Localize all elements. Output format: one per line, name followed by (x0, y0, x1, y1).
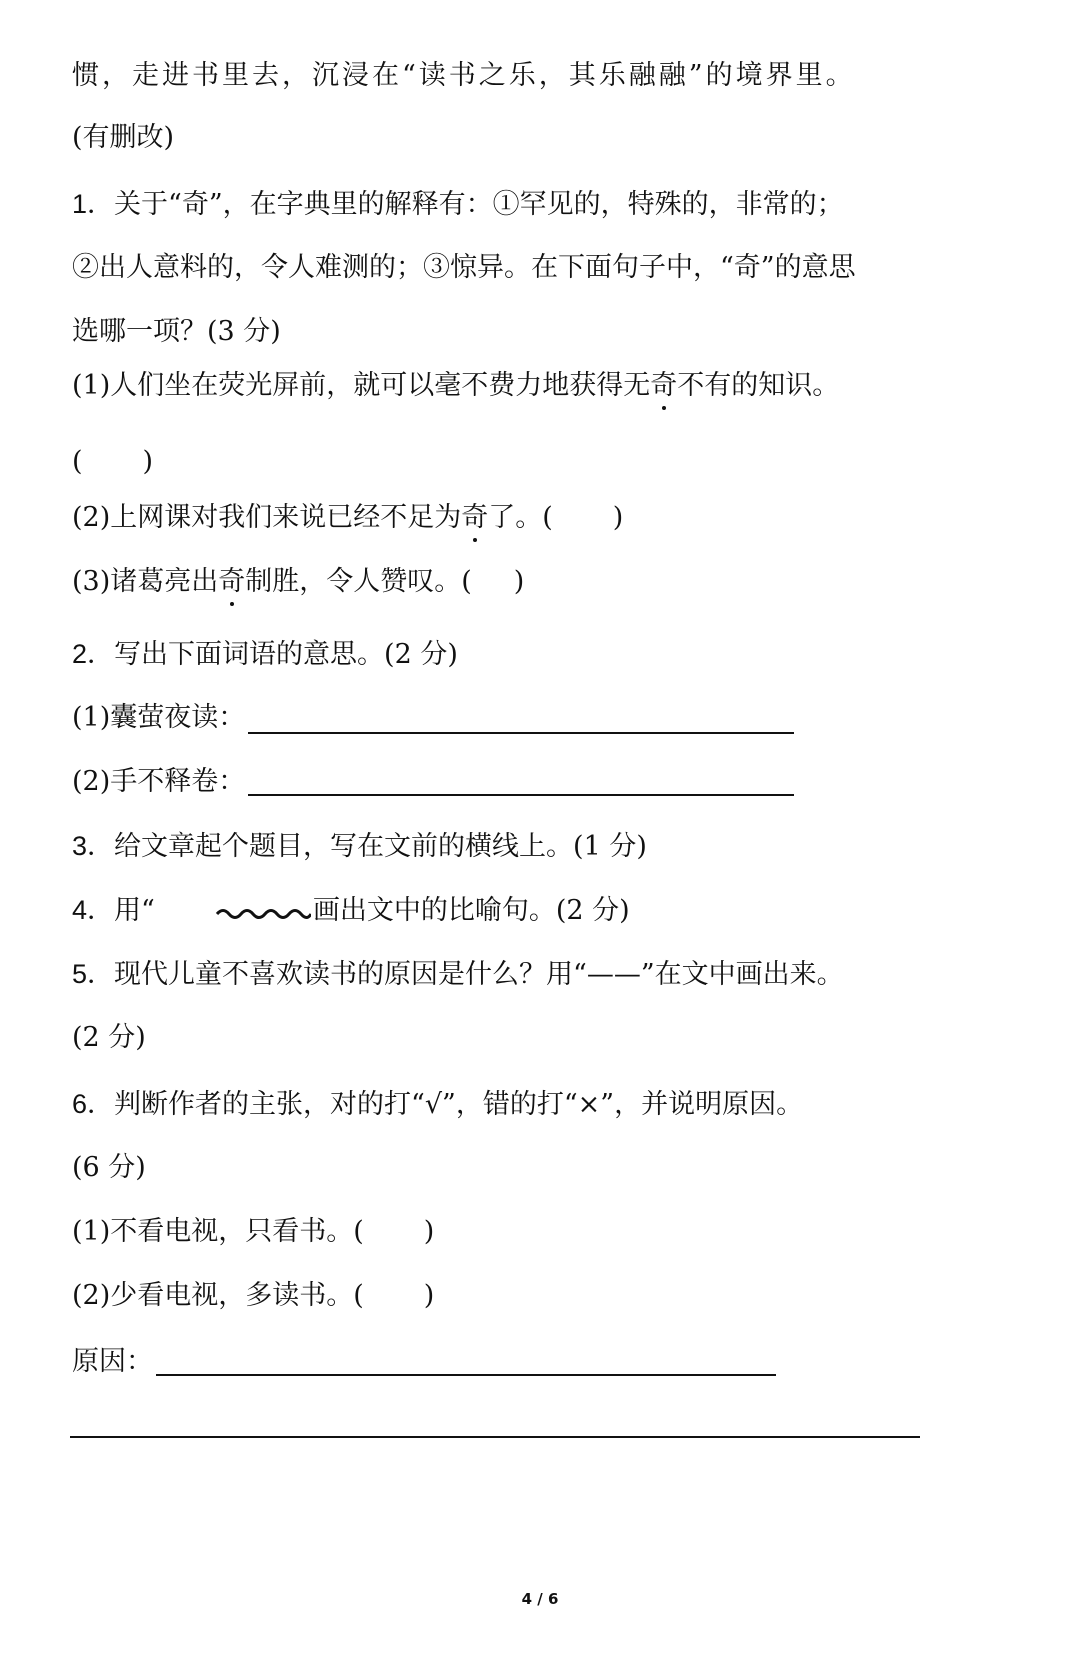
question-text: 写出下面词语的意思。(2 分) (114, 639, 458, 670)
question-1-answer-blank-1[interactable] (72, 444, 153, 480)
passage-closing-line: 惯，走进书里去，沉浸在“读书之乐，其乐融融”的境界里。 (72, 60, 856, 91)
sentence-text: 了。( (488, 502, 553, 533)
question-1-prompt-line-1 (72, 186, 844, 223)
answer-line-item-1[interactable] (248, 732, 794, 734)
item-text: (1)不看电视，只看书。( (72, 1216, 364, 1247)
question-2-item-1-label: (1)囊萤夜读： (72, 702, 246, 733)
question-1-sentence-3 (72, 564, 524, 600)
question-number: 3． (72, 831, 115, 861)
sentence-text: 不有的知识。 (677, 370, 840, 401)
question-6-score: (6 分) (72, 1152, 146, 1183)
paren-close: ) (423, 1216, 435, 1247)
reason-answer-line-1[interactable] (156, 1374, 776, 1376)
page-number: 4 / 6 (521, 1590, 559, 1608)
question-2-prompt (72, 636, 458, 673)
question-text: 用“ (114, 895, 155, 926)
question-3-prompt (72, 828, 647, 865)
emphasized-character: 奇 (650, 368, 677, 404)
emphasized-character: 奇 (461, 500, 488, 536)
question-number: 1． (72, 189, 115, 219)
answer-line-item-2[interactable] (248, 794, 794, 796)
paren-close: ) (513, 566, 525, 597)
question-5-prompt (72, 956, 844, 993)
paren-open: ( (72, 446, 83, 477)
question-1-sentence-1 (72, 368, 839, 404)
reason-answer-line-2[interactable] (70, 1436, 920, 1438)
sentence-text: (3)诸葛亮出 (72, 566, 219, 597)
question-number: 6． (72, 1089, 115, 1119)
question-text: 关于“奇”，在字典里的解释有：①罕见的，特殊的，非常的； (114, 189, 844, 220)
question-text: 现代儿童不喜欢读书的原因是什么？用“——”在文中画出来。 (114, 959, 844, 990)
item-text: (2)少看电视，多读书。( (72, 1280, 364, 1311)
question-6-prompt (72, 1086, 803, 1123)
reason-label: 原因： (72, 1346, 153, 1377)
source-note: (有删改) (72, 122, 175, 153)
paren-close: ) (612, 502, 624, 533)
question-1-prompt-line-3: 选哪一项？(3 分) (72, 316, 281, 347)
question-number: 2． (72, 639, 115, 669)
paren-close: ) (423, 1280, 435, 1311)
question-text: 判断作者的主张，对的打“√”，错的打“×”，并说明原因。 (114, 1089, 804, 1120)
question-number: 4． (72, 895, 115, 925)
question-4-prompt (72, 892, 630, 929)
question-6-item-1 (72, 1214, 434, 1250)
paren-close: ) (142, 446, 154, 477)
question-6-item-2 (72, 1278, 434, 1314)
sentence-text: (2)上网课对我们来说已经不足为 (72, 502, 462, 533)
question-number: 5． (72, 959, 115, 989)
question-text: 画出文中的比喻句。(2 分) (312, 895, 630, 926)
sentence-text: 制胜，令人赞叹。( (245, 566, 472, 597)
question-1-prompt-line-2: ②出人意料的，令人难测的；③惊异。在下面句子中，“奇”的意思 (72, 252, 856, 283)
question-2-item-2-label: (2)手不释卷： (72, 766, 246, 797)
question-1-sentence-2 (72, 500, 623, 536)
question-5-score: (2 分) (72, 1022, 146, 1053)
sentence-text: (1)人们坐在荧光屏前，就可以毫不费力地获得无 (72, 370, 651, 401)
question-text: 给文章起个题目，写在文前的横线上。(1 分) (114, 831, 647, 862)
wavy-underline-icon (215, 905, 311, 919)
emphasized-character: 奇 (218, 564, 245, 600)
